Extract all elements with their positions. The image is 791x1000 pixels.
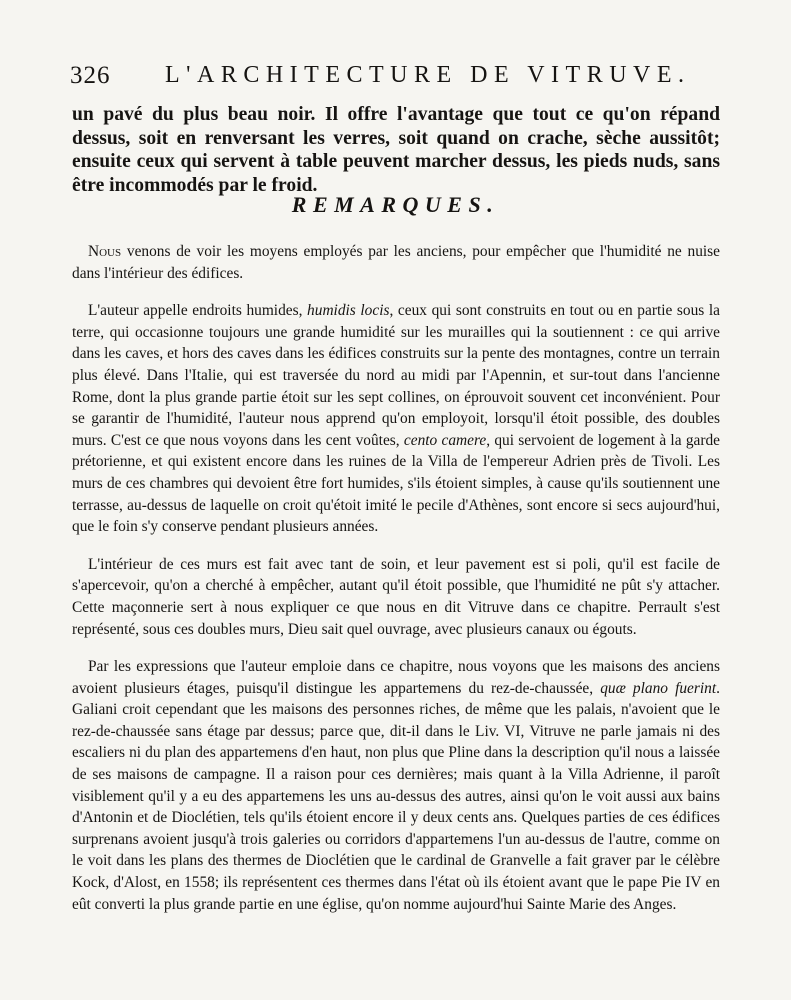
paragraph-text: L'auteur appelle endroits humides, bbox=[88, 302, 308, 320]
remarks-body bbox=[72, 241, 720, 931]
paragraph-text: venons de voir les moyens employés par les anciens, pour empêcher que l'humidité ne nuise dans l'intérieur des édifices. bbox=[72, 243, 720, 282]
running-title: L'ARCHITECTURE DE VITRUVE. bbox=[165, 62, 691, 88]
page-number: 326 bbox=[70, 62, 111, 89]
lead-paragraph-block bbox=[72, 103, 720, 197]
remarks-paragraph-3: L'intérieur de ces murs est fait avec tant de soin, et leur pavement est si poli, qu'il est facile de s'apercevoir, qu'on a cherché à empêcher, autant qu'il étoit possible, que l'humidité ne pût s'y attacher. Cette maçonnerie sert à nous expliquer ce que nous en dit Vitruve dans ce chapitre. Perrault s'est représenté, sous ces doubles murs, Dieu sait quel ouvrage, avec plusieurs canaux ou égouts. bbox=[72, 555, 720, 638]
latin-term: humidis locis bbox=[307, 302, 390, 320]
drop-word: Nous bbox=[88, 243, 122, 260]
remarks-paragraph-2 bbox=[72, 300, 720, 538]
paragraph-text: , ceux qui sont construits en tout ou en partie sous la terre, qui occasionne toujours une grande humidité sur les murailles qui la soutiennent : ce qui arrive dans les caves, et hors des caves dans les édifices construits sur la pente des montagnes, contre un terrain plus élevé. Dans l'Italie, qui est traversée du nord au midi par l'Apennin, et sur-tout dans l'ancienne Rome, dont la plus grande partie étoit sur les sept collines, on éprouvoit souvent cet inconvénient. Pour se garantir de l'humidité, l'auteur nous apprend qu'on employoit, lorsqu'il étoit possible, des doubles murs. C'est ce que nous voyons dans les cent voûtes, bbox=[72, 302, 721, 449]
latin-term: quæ plano fuerint bbox=[600, 679, 717, 697]
remarks-paragraph-4 bbox=[72, 656, 720, 915]
lead-paragraph: un pavé du plus beau noir. Il offre l'avantage que tout ce qu'on répand dessus, soit en renversant les verres, soit quand on crache, sèche aussitôt; ensuite ceux qui servent à table peuvent marcher dessus, les pieds nuds, sans être incommodés par le froid. bbox=[72, 104, 720, 196]
section-heading: REMARQUES. bbox=[291, 192, 500, 217]
remarks-paragraph-1 bbox=[72, 241, 720, 284]
paragraph-text: . Galiani croit cependant que les maisons des personnes riches, de même que les palais, n'avoient que le rez-de-chaussée sans étage par dessus; parce que, dit-il dans le Liv. VI, Vitruve ne parle jamais ni des escaliers ni du plan des appartemens d'en haut, non plus que Pline dans la description qu'il nous a laissée de ses maisons de campagne. Il a raison pour ces dernières; mais quant à la Villa Adrienne, il paroît visiblement qu'il y a eu des appartemens les uns au-dessus des autres, ainsi qu'on le voit aussi aux bains d'Antonin et de Dioclétien, tels qu'ils étoient encore il y deux cents ans. Quelques parties de ces édifices surprenans avoient jusqu'à trois galeries ou corridors d'appartemens l'un au-dessus de l'autre, comme on le voit dans les plans des thermes de Dioclétien que le cardinal de Granvelle a fait graver par le célèbre Kock, d'Alost, en 1558; ils représentent ces thermes dans l'état où ils étoient avant que le pape Pie IV en eût converti la plus grande partie en une église, qu'on nomme aujourd'hui Sainte Marie des Anges. bbox=[72, 679, 720, 913]
page-header bbox=[70, 62, 730, 92]
paragraph-text: , qui servoient de logement à la garde prétorienne, et qui existent encore dans les ruines de la Villa de l'empereur Adrien près de Tivoli. Les murs de ces chambres qui devoient être fort humides, s'ils étoient simples, à cause qu'ils soutiennent une terrasse, au-dessus de laquelle on croit qu'étoit imité le pecile d'Athènes, sont encore si secs aujourd'hui, que le foin s'y conserve pendant plusieurs années. bbox=[72, 431, 720, 536]
italian-term: cento camere bbox=[403, 431, 487, 449]
paragraph-text: Par les expressions que l'auteur emploie dans ce chapitre, nous voyons que les maisons des anciens avoient plusieurs étages, puisqu'il distingue les appartemens du rez-de-chaussée, bbox=[72, 658, 720, 697]
